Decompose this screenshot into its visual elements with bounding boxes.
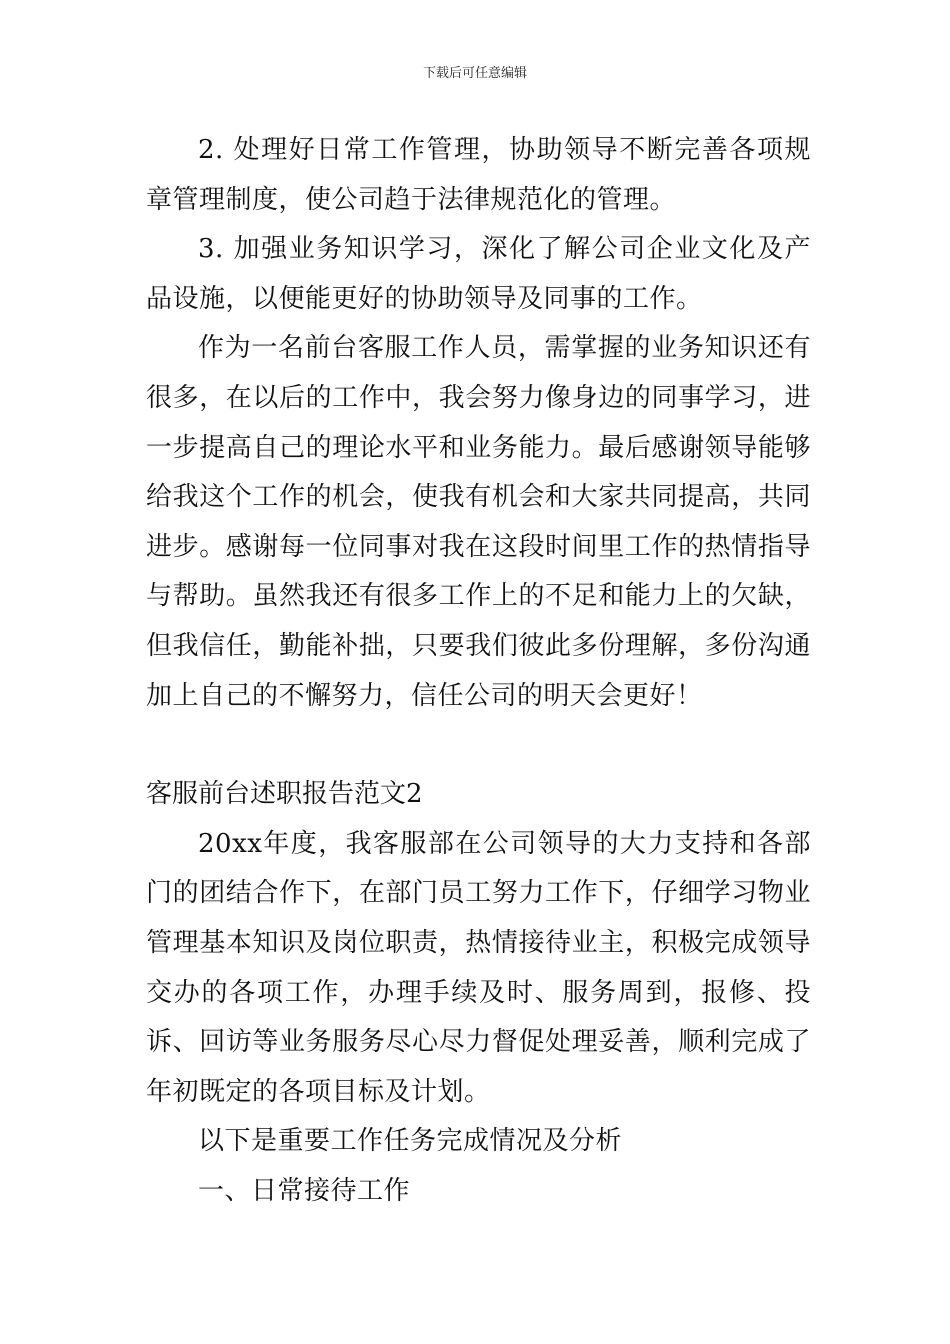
paragraph-item-3: 3. 加强业务知识学习，深化了解公司企业文化及产品设施，以便能更好的协助领导及同事的工作。 xyxy=(146,234,811,314)
paragraph-analysis-heading: 以下是重要工作任务完成情况及分析 xyxy=(198,1126,623,1157)
document-body xyxy=(146,126,811,1216)
page-header: 下载后可任意编辑 xyxy=(422,66,527,81)
paragraph-item-2: 2. 处理好日常工作管理，协助领导不断完善各项规章管理制度，使公司趋于法律规范化的管理。 xyxy=(146,135,811,215)
section-title: 客服前台述职报告范文2 xyxy=(146,779,423,810)
paragraph-closing: 作为一名前台客服工作人员，需掌握的业务知识还有很多，在以后的工作中，我会努力像身边的同事学习，进一步提高自己的理论水平和业务能力。最后感谢领导能够给我这个工作的机会，使我有机会和大家共同提高，共同进步。感谢每一位同事对我在这段时间里工作的热情指导与帮助。虽然我还有很多工作上的不足和能力上的欠缺，但我信任，勤能补拙，只要我们彼此多份理解，多份沟通加上自己的不懈努力，信任公司的明天会更好！ xyxy=(146,333,811,711)
paragraph-gap xyxy=(146,721,811,770)
paragraph-intro: 20xx年度，我客服部在公司领导的大力支持和各部门的团结合作下，在部门员工努力工作下，仔细学习物业管理基本知识及岗位职责，热情接待业主，积极完成领导交办的各项工作，办理手续及时、服务周到，报修、投诉、回访等业务服务尽心尽力督促处理妥善，顺利完成了年初既定的各项目标及计划。 xyxy=(146,828,811,1107)
paragraph-subheading: 一、日常接待工作 xyxy=(198,1175,411,1206)
